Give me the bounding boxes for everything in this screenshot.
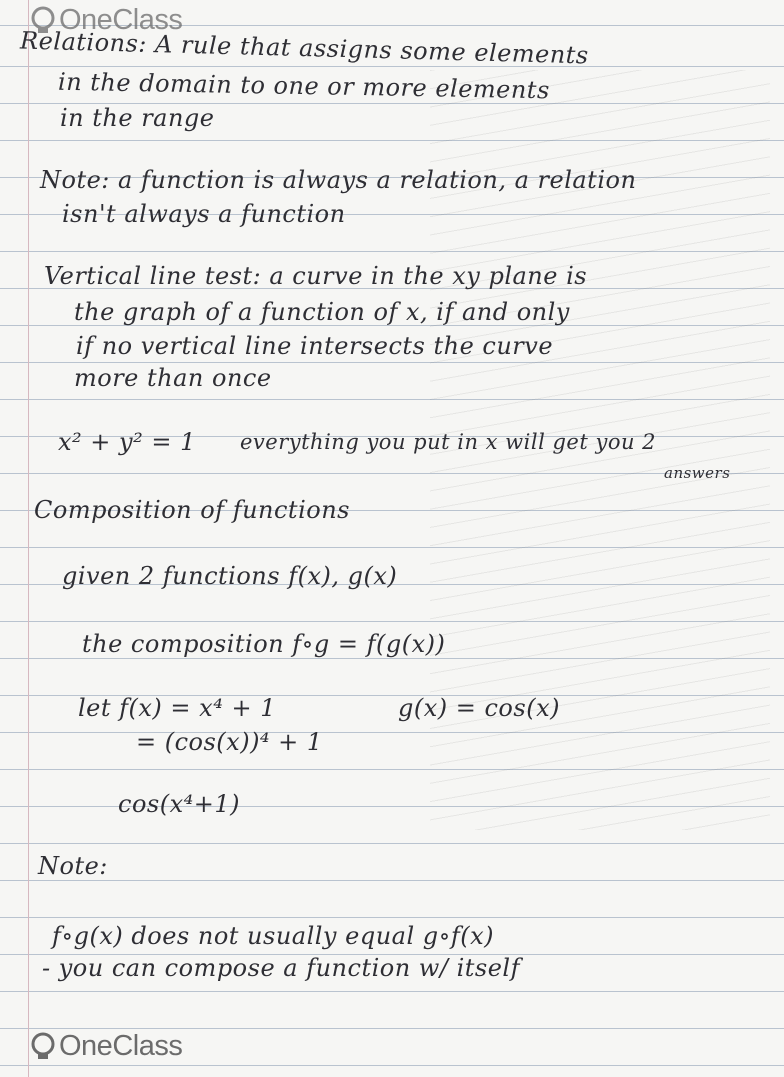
margin-line <box>28 0 29 1077</box>
note-1-line-2: isn't always a function <box>62 200 346 228</box>
watermark-brand-top: OneClass <box>59 4 183 36</box>
vertical-line-test-line-1: Vertical line test: a curve in the xy plane is <box>44 262 588 290</box>
relations-line-2: in the domain to one or more elements <box>57 67 551 105</box>
composition-definition: the composition f∘g = f(g(x)) <box>82 630 446 658</box>
relations-line-3: in the range <box>60 104 215 132</box>
note-2-line-2: - you can compose a function w/ itself <box>42 954 520 982</box>
composition-heading: Composition of functions <box>34 496 350 524</box>
lightbulb-icon <box>30 1031 56 1063</box>
relations-line-1: Relations: A rule that assigns some elements <box>19 26 590 70</box>
example-f-of-g: = (cos(x))⁴ + 1 <box>136 728 323 756</box>
circle-comment: everything you put in x will get you 2 <box>240 430 657 454</box>
watermark-brand-bottom: OneClass <box>59 1030 183 1062</box>
note-1-line-1: Note: a function is always a relation, a relation <box>40 166 637 194</box>
note-2-heading: Note: <box>38 852 108 880</box>
example-f: let f(x) = x⁴ + 1 <box>78 694 276 722</box>
oneclass-watermark-bottom <box>30 1030 182 1063</box>
vertical-line-test-line-2: the graph of a function of x, if and only <box>74 298 570 326</box>
vertical-line-test-line-3: if no vertical line intersects the curve <box>76 332 554 360</box>
given-functions: given 2 functions f(x), g(x) <box>62 562 398 590</box>
example-g: g(x) = cos(x) <box>398 694 560 722</box>
vertical-line-test-line-4: more than once <box>74 364 272 392</box>
circle-equation: x² + y² = 1 <box>58 428 196 456</box>
circle-comment-answers: answers <box>664 464 731 482</box>
example-g-of-f: cos(x⁴+1) <box>118 790 240 818</box>
note-2-line-1: f∘g(x) does not usually equal g∘f(x) <box>52 922 495 950</box>
